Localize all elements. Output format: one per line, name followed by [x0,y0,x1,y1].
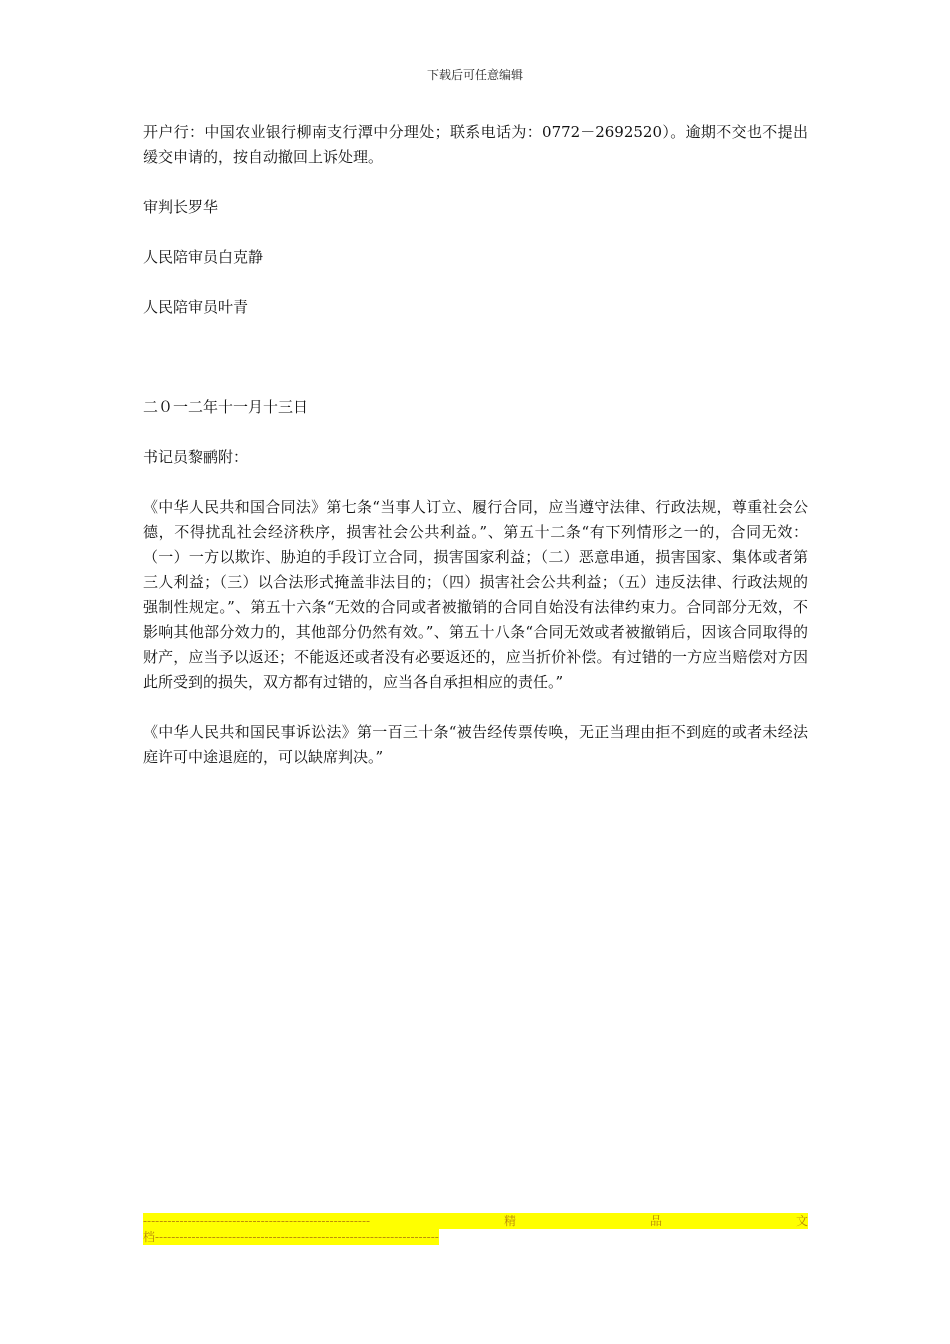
assessor-name-2: 人民陪审员叶青 [143,298,249,316]
footer-char-2: 品 [649,1214,662,1228]
footer-char-1: 精 [504,1214,517,1228]
law-citation-civil-procedure: 《中华人民共和国民事诉讼法》第一百三十条“被告经传票传唤，无正当理由拒不到庭的或者未经法庭许可中途退庭的，可以缺席判决。” [143,723,808,766]
header-note: 下载后可任意编辑 [426,68,523,82]
document-body [143,120,808,795]
judgment-date: 二０一二年十一月十三日 [143,398,309,416]
footer-watermark [143,1213,808,1249]
judge-name: 审判长罗华 [143,198,219,216]
paragraph-bank-info: 开户行：中国农业银行柳南支行潭中分理处；联系电话为：0772－2692520）。逾期不交也不提出缓交申请的，按自动撤回上诉处理。 [143,123,808,166]
assessor-name-1: 人民陪审员白克静 [143,248,264,266]
law-citation-contract: 《中华人民共和国合同法》第七条“当事人订立、履行合同，应当遵守法律、行政法规，尊重社会公德，不得扰乱社会经济秩序，损害社会公共利益。”、第五十二条“有下列情形之一的，合同无效：（一）一方以欺诈、胁迫的手段订立合同，损害国家利益；（二）恶意串通，损害国家、集体或者第三人利益；（三）以合法形式掩盖非法目的；（四）损害社会公共利益；（五）违反法律、行政法规的强制性规定。”、第五十六条“无效的合同或者被撤销的合同自始没有法律约束力。合同部分无效，不影响其他部分效力的，其他部分仍然有效。”、第五十八条“合同无效或者被撤销后，因该合同取得的财产，应当予以返还；不能返还或者没有必要返还的，应当折价补偿。有过错的一方应当赔偿对方因此所受到的损失，双方都有过错的，应当各自承担相应的责任。” [143,498,808,691]
clerk-name: 书记员黎鹂附： [143,448,249,466]
footer-line-2: 档---------------------------------------------------------------------- [143,1230,439,1244]
footer-dashes: -------------------------------------------------------- [143,1214,371,1228]
footer-char-3: 文 [795,1214,808,1228]
footer-line-1 [143,1213,808,1229]
